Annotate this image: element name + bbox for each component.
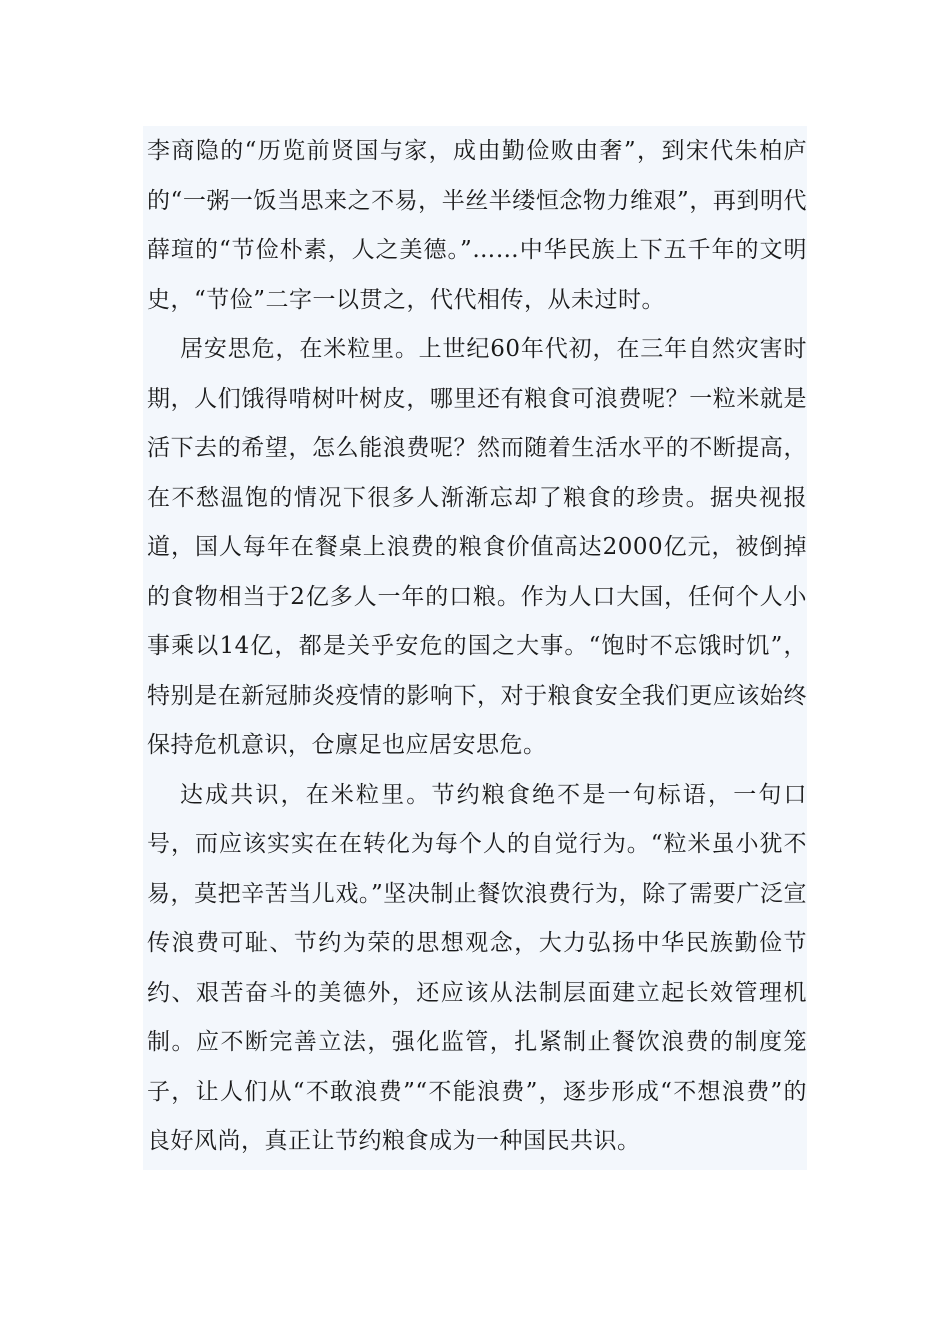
article-body [143,126,807,1170]
paragraph-1: 李商隐的“历览前贤国与家，成由勤俭败由奢”，到宋代朱柏庐的“一粥一饭当思来之不易，半丝半缕恒念物力维艰”，再到明代薛瑄的“节俭朴素，人之美德。”……中华民族上下五千年的文明史，“节俭”二字一以贯之，代代相传，从未过时。 [147,138,807,313]
paragraph-2: 居安思危，在米粒里。上世纪60年代初，在三年自然灾害时期，人们饿得啃树叶树皮，哪里还有粮食可浪费呢？一粒米就是活下去的希望，怎么能浪费呢？然而随着生活水平的不断提高，在不愁温饱的情况下很多人渐渐忘却了粮食的珍贵。据央视报道，国人每年在餐桌上浪费的粮食价值高达2000亿元，被倒掉的食物相当于2亿多人一年的口粮。作为人口大国，任何个人小事乘以14亿，都是关乎安危的国之大事。“饱时不忘饿时饥”，特别是在新冠肺炎疫情的影响下，对于粮食安全我们更应该始终保持危机意识，仓廪足也应居安思危。 [147,336,807,758]
paragraph-3: 达成共识，在米粒里。节约粮食绝不是一句标语，一句口号，而应该实实在在转化为每个人的自觉行为。“粒米虽小犹不易，莫把辛苦当儿戏。”坚决制止餐饮浪费行为，除了需要广泛宣传浪费可耻、节约为荣的思想观念，大力弘扬中华民族勤俭节约、艰苦奋斗的美德外，还应该从法制层面建立起长效管理机制。应不断完善立法，强化监管，扎紧制止餐饮浪费的制度笼子，让人们从“不敢浪费”“不能浪费”，逐步形成“不想浪费”的良好风尚，真正让节约粮食成为一种国民共识。 [147,781,807,1154]
